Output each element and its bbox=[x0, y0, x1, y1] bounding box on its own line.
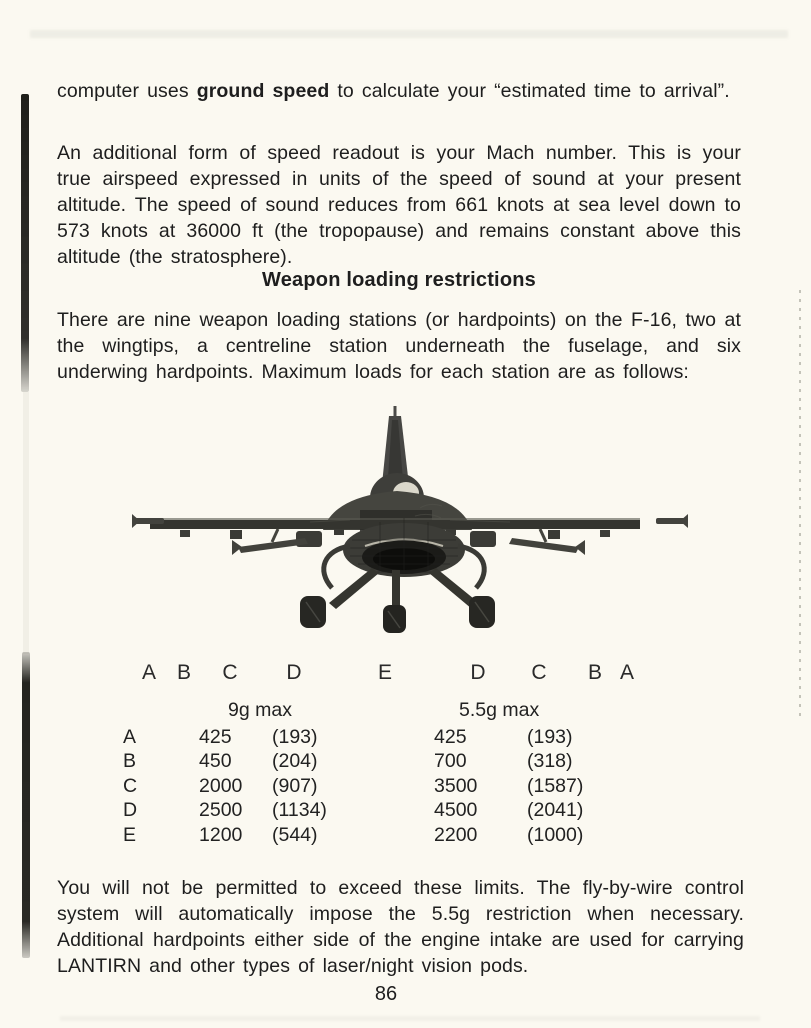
table-row-station-b bbox=[0, 750, 760, 774]
table-row-station-a bbox=[0, 726, 760, 750]
table-row-station-c bbox=[0, 775, 760, 799]
page-border-top bbox=[30, 30, 788, 38]
station-letter-a: A bbox=[141, 661, 157, 684]
max-load-9g-lb: 2000 bbox=[199, 774, 243, 797]
page-border-right bbox=[799, 290, 801, 720]
ground-speed-bold-term: ground speed bbox=[196, 79, 330, 102]
station-label: A bbox=[123, 726, 137, 748]
station-label: D bbox=[123, 799, 138, 822]
max-load-9g-kg: (544) bbox=[272, 823, 318, 846]
table-row-station-e bbox=[0, 824, 760, 848]
max-load-9g-kg: (204) bbox=[272, 750, 318, 773]
max-load-5-5g-kg: (1000) bbox=[527, 823, 584, 846]
station-letter-c: C bbox=[531, 661, 547, 684]
max-load-9g-lb: 425 bbox=[199, 726, 232, 748]
station-letters-row bbox=[0, 661, 811, 689]
table-header-9g: 9g max bbox=[228, 699, 292, 721]
paragraph-limits: You will not be permitted to exceed these limits. The fly-by-wire control system will automatically impose the 5.5g restriction when necessary. Additional hardpoints either side of the engine intake are used for carrying LANTIRN and other types of laser/night vision pods. bbox=[57, 876, 744, 977]
paragraph-eta-pre: computer uses bbox=[57, 79, 197, 102]
station-letter-c: C bbox=[222, 661, 238, 684]
paragraph-eta bbox=[57, 78, 741, 104]
table-header-5-5g: 5.5g max bbox=[459, 699, 540, 721]
page-number: 86 bbox=[374, 983, 398, 1005]
station-label: E bbox=[123, 823, 137, 846]
max-load-9g-kg: (1134) bbox=[272, 799, 327, 822]
station-letter-b: B bbox=[587, 661, 603, 684]
station-letter-d: D bbox=[286, 661, 302, 684]
max-load-5-5g-kg: (1587) bbox=[527, 774, 584, 797]
max-load-9g-lb: 2500 bbox=[199, 799, 243, 822]
load-limits-table bbox=[0, 726, 760, 848]
station-label: B bbox=[123, 750, 137, 773]
station-letter-b: B bbox=[176, 661, 192, 684]
station-letter-a: A bbox=[619, 661, 635, 684]
station-letter-d: D bbox=[470, 661, 486, 684]
max-load-5-5g-lb: 2200 bbox=[434, 823, 478, 846]
max-load-5-5g-lb: 700 bbox=[434, 750, 467, 773]
page-border-bottom bbox=[60, 1016, 760, 1021]
max-load-5-5g-lb: 3500 bbox=[434, 774, 478, 797]
max-load-5-5g-kg: (193) bbox=[527, 726, 573, 748]
page-border-left-faded bbox=[23, 392, 29, 654]
station-letter-e: E bbox=[377, 661, 393, 684]
max-load-9g-kg: (907) bbox=[272, 774, 318, 797]
station-label: C bbox=[123, 774, 138, 797]
max-load-5-5g-kg: (2041) bbox=[527, 799, 584, 822]
paragraph-eta-post: to calculate your “estimated time to arrival”. bbox=[329, 79, 730, 102]
paragraph-mach-number: An additional form of speed readout is your Mach number. This is your true airspeed expressed in units of the speed of sound at your present altitude. The speed of sound reduces from 661 knots at sea level down to 573 knots at 36000 ft (the tropopause) and remains constant above this altitude (the stratosphere). bbox=[57, 141, 741, 268]
max-load-5-5g-lb: 4500 bbox=[434, 799, 478, 822]
table-row-station-d bbox=[0, 799, 760, 823]
max-load-5-5g-lb: 425 bbox=[434, 726, 467, 748]
section-heading: Weapon loading restrictions bbox=[262, 268, 536, 291]
max-load-9g-lb: 1200 bbox=[199, 823, 243, 846]
max-load-9g-kg: (193) bbox=[272, 726, 318, 748]
page-border-left-upper bbox=[21, 94, 29, 392]
paragraph-hardpoints: There are nine weapon loading stations (or hardpoints) on the F-16, two at the wingtips, a centreline station underneath the fuselage, and six underwing hardpoints. Maximum loads for each station are as follows: bbox=[57, 308, 741, 383]
f16-front-view-drawing bbox=[120, 400, 700, 660]
max-load-9g-lb: 450 bbox=[199, 750, 232, 773]
max-load-5-5g-kg: (318) bbox=[527, 750, 573, 773]
